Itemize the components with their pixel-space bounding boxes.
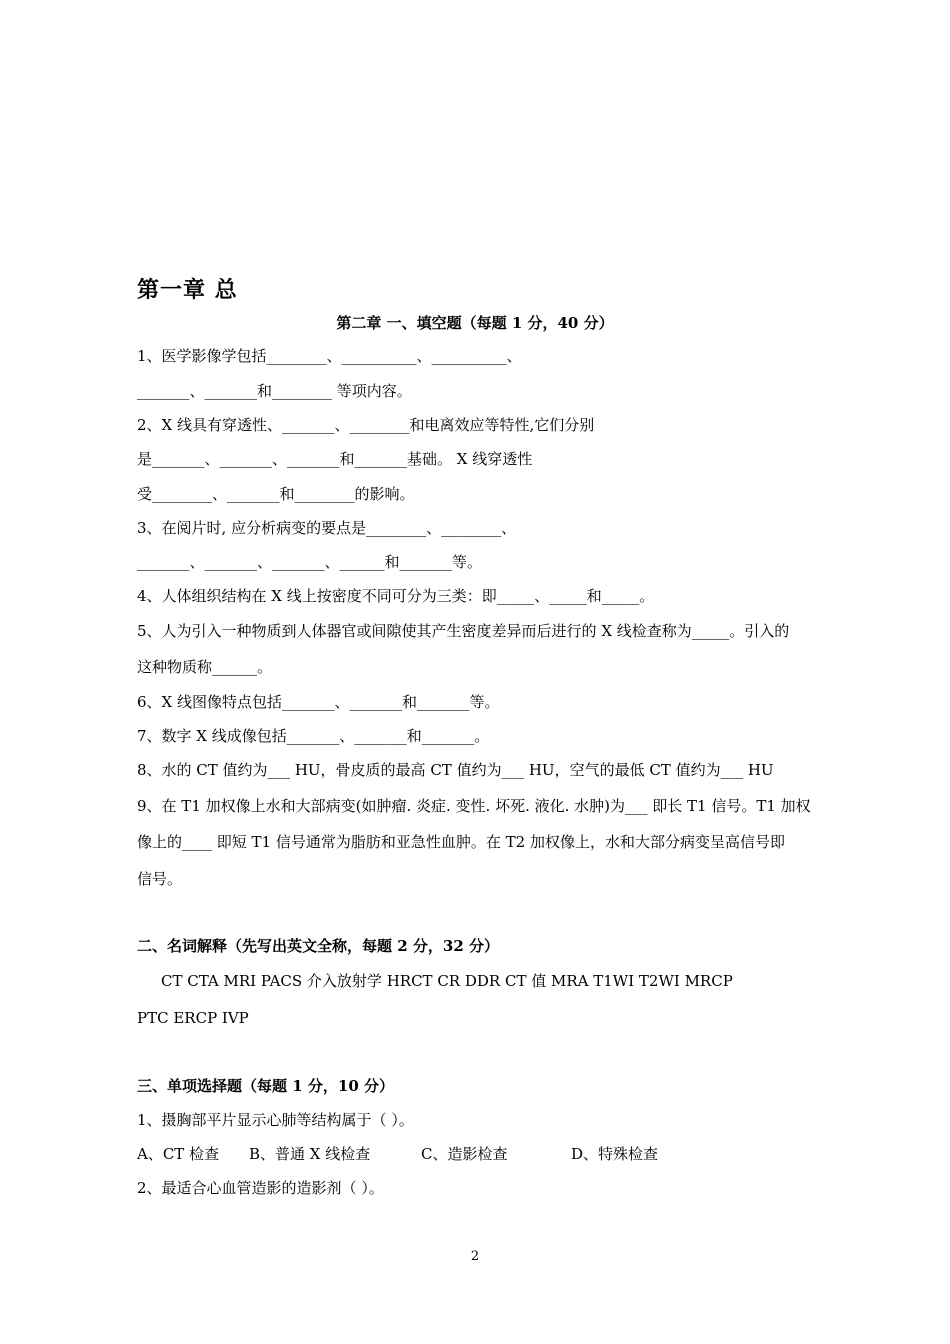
fill-in-line: 信号。 [137,870,183,888]
option-c: C、造影检查 [421,1145,508,1163]
fill-in-line: 3、在阅片时, 应分析病变的要点是________、________、 [137,519,517,537]
option-b: B、普通 X 线检查 [249,1145,371,1163]
fill-in-line: 5、人为引入一种物质到人体器官或间隙使其产生密度差异而后进行的 X 线检查称为_____。引入的 [137,622,790,640]
fill-in-line: 4、人体组织结构在 X 线上按密度不同可分为三类：即_____、_____和_____。 [137,587,655,605]
section1-title: 第二章 一、填空题（每题 1 分，40 分） [336,314,614,332]
chapter-heading: 第一章 总 [137,277,238,303]
question-1-options [137,1144,658,1164]
question-2: 2、最适合心血管造影的造影剂（ ）。 [137,1179,384,1197]
fill-in-line: 8、水的 CT 值约为___ HU，骨皮质的最高 CT 值约为___ HU，空气的最低 CT 值约为___ HU [137,761,774,779]
fill-in-line: 9、在 T1 加权像上水和大部病变(如肿瘤. 炎症. 变性. 坏死. 液化. 水肿)为___ 即长 T1 信号。T1 加权 [137,797,811,815]
fill-in-line: 6、X 线图像特点包括_______、_______和_______等。 [137,693,500,711]
terms-line: PTC ERCP IVP [137,1009,249,1027]
page-number: 2 [470,1249,480,1264]
option-a: A、CT 检查 [137,1145,220,1163]
fill-in-line: 受________、_______和________的影响。 [137,485,415,503]
fill-in-line: 是_______、_______、_______和_______基础。 X 线穿透性 [137,450,533,468]
question-1: 1、摄胸部平片显示心肺等结构属于（ ）。 [137,1111,414,1129]
option-d: D、特殊检查 [571,1145,659,1163]
fill-in-line: 2、X 线具有穿透性、_______、________和电离效应等特性,它们分别 [137,416,595,434]
fill-in-line: 这种物质称______。 [137,658,273,676]
fill-in-line: 像上的____ 即短 T1 信号通常为脂肪和亚急性血肿。在 T2 加权像上，水和大部分病变呈高信号即 [137,833,785,851]
fill-in-line: 1、医学影像学包括________、__________、__________、 [137,347,522,365]
fill-in-line: _______、_______和________ 等项内容。 [137,382,412,400]
section3-title: 三、单项选择题（每题 1 分，10 分） [137,1077,394,1095]
fill-in-line: 7、数字 X 线成像包括_______、_______和_______。 [137,727,490,745]
section2-title: 二、名词解释（先写出英文全称，每题 2 分，32 分） [137,937,499,955]
fill-in-line: _______、_______、_______、______和_______等。 [137,553,483,571]
terms-line: CT CTA MRI PACS 介入放射学 HRCT CR DDR CT 值 MRA T1WI T2WI MRCP [161,972,733,990]
